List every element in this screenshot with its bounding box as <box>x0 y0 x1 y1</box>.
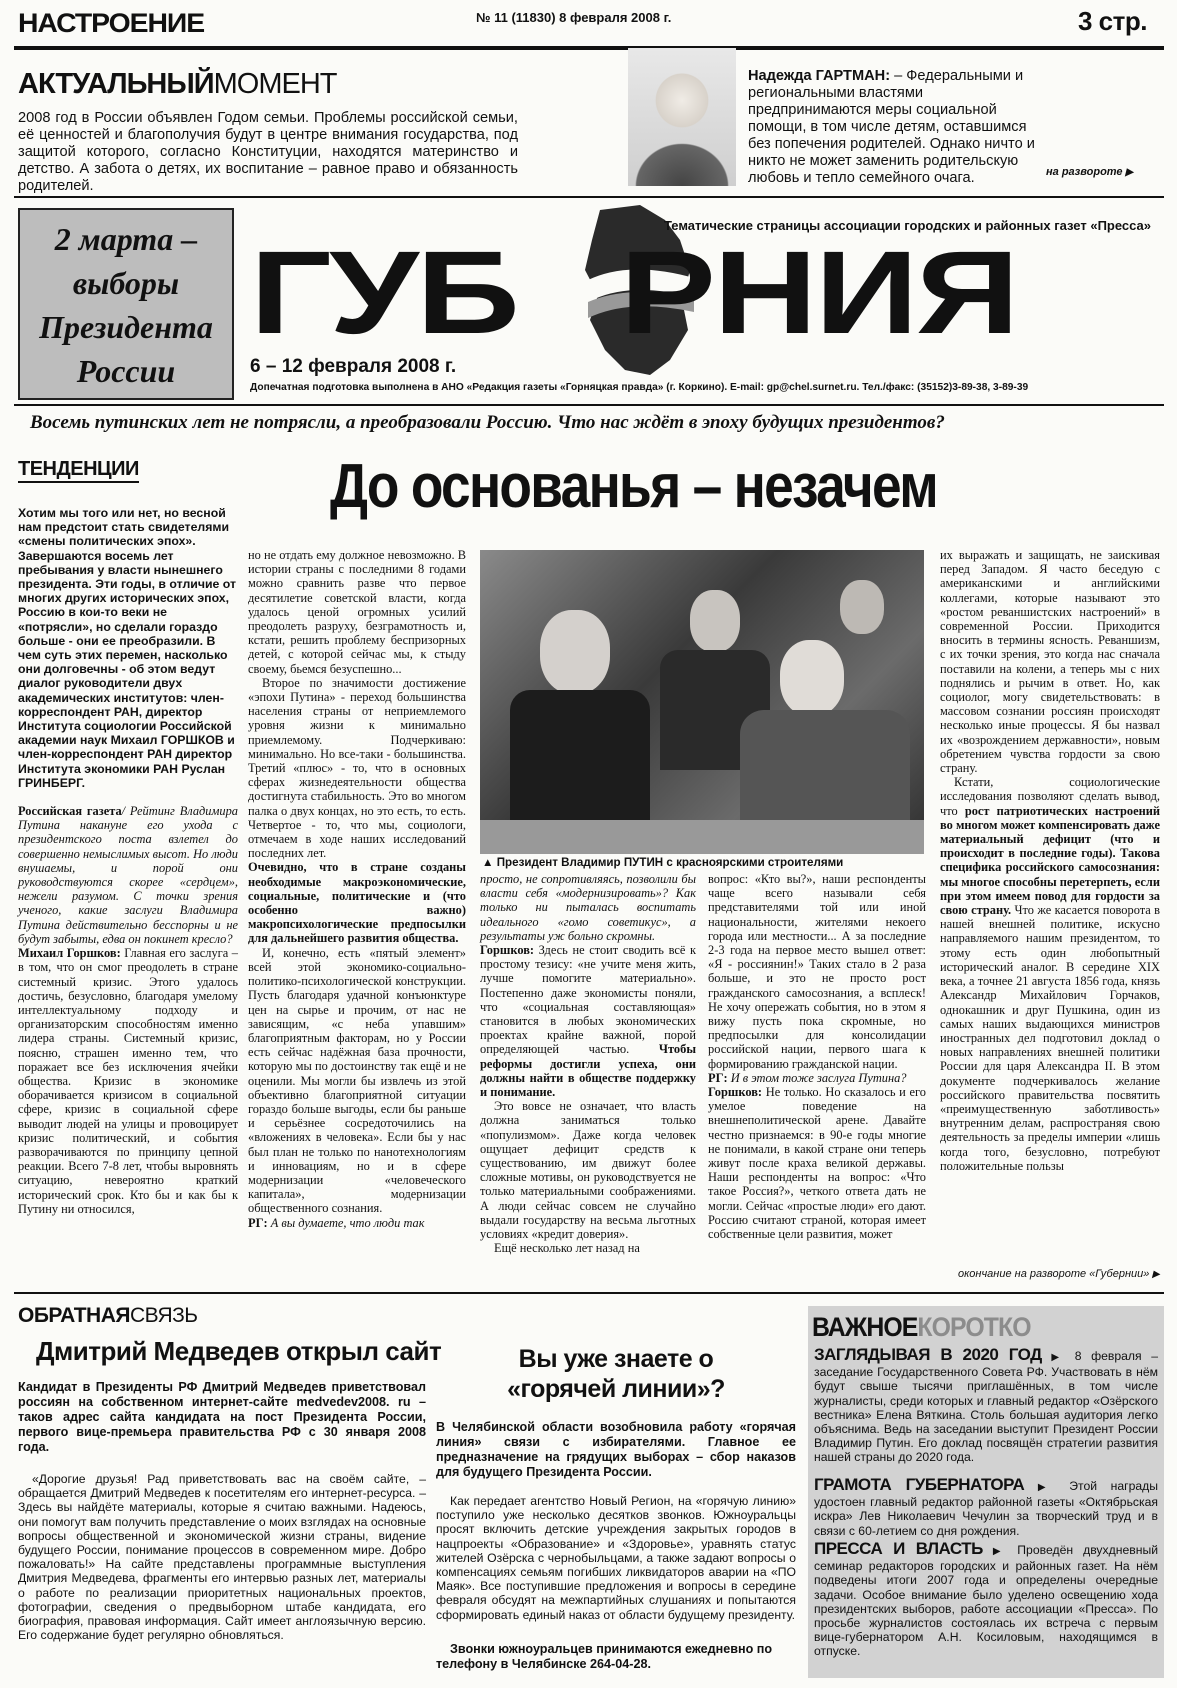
feedback-body: «Дорогие друзья! Рад приветствовать вас на своём сайте, – обращается Дмитрий Медведев к посетителям его интернет-ресурса. – Здесь вы найдёте материалы, которые я считаю важными. Надеюсь, они помогут вам получить представление о моих взглядах на основные вопросы общественной и экономической жизни страны, видение будущего России, понимание процессов в современном мире. Добро пожаловать!» На сайте представлены программные выступления Дмитрия Медведева, фрагменты его интервью разных лет, материалы о работе по реализации приоритетных национальных проектов, фотографии, сведения о предвыборном штабе кандидата, его биография, правовая информация. Сайт имеет англоязычную версию. Его содержание будет регулярно обновляться. <box>18 1472 426 1643</box>
gartman-photo <box>628 48 736 186</box>
col5-p2-text: Кстати, социологические исследования позволяют сделать вывод, что <box>940 775 1160 818</box>
election-text: 2 марта – выборы Президента России <box>39 221 213 389</box>
rg-question-text-2: А вы думаете, что люди так <box>267 1215 425 1230</box>
col3-question: просто, не сопротивляясь, позволили бы власти себя «модернизировать»? Как только ни пыталась воспитать идеального «гомо советикус», а результаты уж больно скромны. <box>480 872 696 943</box>
col3-p1 <box>480 943 696 1099</box>
hotline-lead: В Челябинской области возобновила работу «горячая линия» связи с избирателями. Главное ее предназначение на грядущих выборах – сбор наказов для будущего Президента России. <box>436 1420 796 1479</box>
lead-continued-link[interactable]: окончание на развороте «Губернии» ▶ <box>958 1268 1160 1280</box>
rg-question-text-1: / Рейтинг Владимира Путина накануне его ухода с президентского поста взлетел до совершенно немыслимых высот. Но люди внушаемы, и порой они руководствуются скорее «сердцем», нежели разумом. С точки зрения ученого, какие заслуги Владимира Путина действительно бесспорны и не будут забыты, едва он покинет кресло? <box>18 804 238 946</box>
gartman-quote-text: – Федеральными и региональными властями предпринимаются меры социальной помощи, в том числе детям, оставшимся без попечения родителей. Однако ничто и никто не может заменить родительскую любовь и тепло семейного очага. <box>748 68 1035 186</box>
col3-p2: Это вовсе не означает, что власть должна заниматься только «популизмом». Даже когда человек ощущает дефицит средств к существованию, им движут более сложные мотивы, он руководствуется не только материальными соображениями. А люди сейчас совсем не случайно выдали государству на весьма льготных условиях «кредит доверия». <box>480 1099 696 1242</box>
col3-p3: Ещё несколько лет назад на <box>494 1241 640 1256</box>
feedback-rubric <box>18 1304 198 1328</box>
hotline-headline: Вы уже знаете о «горячей линии»? <box>507 1345 725 1403</box>
col4-p2-text: Не только. Но сказалось и его умелое поведение на внешнеполитической арене. Давайте честно признаемся: в 90-е годы многие не понимали, в какой стране они теперь живут после краха великой державы. Наши респонденты на вопрос: «Что такое Россия?», четкого ответа дать не могли. Сейчас «простые люди» его дают. Россию считают страной, которая имеет собственные цели развития, может <box>708 1085 926 1242</box>
feedback-rubric-b: СВЯЗЬ <box>129 1304 198 1327</box>
lead-headline: До основанья – незачем <box>330 452 937 521</box>
brief-rubric-b: КОРОТКО <box>917 1312 1031 1342</box>
col2-p1: но не отдать ему должное невозможно. В истории страны с последними 8 годами можно сравнить разве что первое десятилетие советской власти, когда удалось ценой огромных усилий преодолеть разруху, безграмотность и, кстати, решить проблему беспризорных детей, с которой сейчас мы, к стыду своему, бьемся безуспешно... <box>248 548 466 676</box>
gorshkov-label-2: Горшков: <box>480 943 535 958</box>
rg-label-1: Российская газета <box>18 804 122 819</box>
lead-intro: Хотим мы того или нет, но весной нам предстоит стать свидетелями «смены политических эпох». Завершаются восемь лет пребывания у власти нынешнего президента. Эти годы, в отличие от многих других исторических эпох, Россию в кои-то веки не «потрясли», но сделали гораздо больше - они ее преобразили. В чем суть этих перемен, насколько они долговечны - об этом ведут диалог руководители двух академических институтов: член-корреспондент РАН, директор Института социологии Российской академии наук Михаил ГОРШКОВ и член-корреспондент РАН директор Института экономики РАН Руслан ГРИНБЕРГ. <box>18 506 237 790</box>
page-number: 3 стр. <box>1078 6 1147 36</box>
rubric-nastroenie: НАСТРОЕНИЕ <box>18 8 205 38</box>
masthead-credits: Допечатная подготовка выполнена в АНО «Редакция газеты «Горняцкая правда» (г. Коркино). E-mail: gp@chel.surnet.ru. Тел./факс: (35152)3-89-38, 3-89-39 <box>250 382 1029 393</box>
brief-rubric-a: ВАЖНОЕ <box>812 1312 918 1342</box>
col3-p1-text: Здесь не стоит сводить всё к простому тезису: «не учите меня жить, лучше помогите материально». Постепенно даже экономисты поняли, что «социальная составляющая» становится в любых экономических проектах крайне важной, порой определяющей частью. <box>480 943 696 1057</box>
tendencies-rubric: ТЕНДЕНЦИИ <box>18 458 139 483</box>
gorshkov-label-1: Михаил Горшков: <box>18 946 121 961</box>
brief-item-2-head: ГРАМОТА ГУБЕРНАТОРА <box>814 1475 1025 1494</box>
hotline-body: Как передает агентство Новый Регион, на «горячую линию» поступило уже несколько десятков звонков. Южноуральцы просят включить детские учреждения закрытых городов в нацпроекты «Образование» и «Здоровье», уравнять статус жителей Озёрска с чернобыльцами, а также задают вопросы о компенсациях семьям погибших ликвидаторов аварии на «ПО Маяк». Все поступившие предложения и вопросы в середине февраля обсудят на межпартийных слушаниях и попытаются сформировать единый наказ от области будущему президенту. <box>436 1494 796 1622</box>
rg-question-3 <box>708 1071 926 1085</box>
gorshkov-label-3: Горшков: <box>708 1085 763 1100</box>
masthead-dates: 6 – 12 февраля 2008 г. <box>250 356 457 377</box>
col2-p3: И, конечно, есть «пятый элемент» всей этой экономико-социально-политико-психологической конструкции. Пусть благодаря удачной конъюнктуре цен на сырье и прочим, от нас не зависящим, «с неба упавшим» благоприятным факторам, но у России есть сейчас надёжная база прочности, которую мы по достоинству так ещё и не оценили. Мы могли бы извлечь из этой объективно благоприятной ситуации гораздо больше выгоды, если бы раньше и серьёзнее сосредоточились на «вложениях в человека». Если бы у нас был план не только по нанотехнологиям и инновациям, но и в сфере модернизации «человеческого капитала», модернизации общественного сознания. <box>248 945 466 1216</box>
hotline-phone: Звонки южноуральцев принимаются ежедневно по телефону в Челябинске 264-04-28. <box>436 1642 773 1671</box>
moment-title <box>18 68 336 101</box>
brief-item-2: ГРАМОТА ГУБЕРНАТОРА ▶ Этой награды удостоен главный редактор районной газеты «Октябрьская искра» Лев Николаевич Чечулин за творческий труд и в связи с 60-летием со дня рождения. <box>814 1475 1158 1538</box>
lead-col-4 <box>708 872 926 1241</box>
photo-caption-text: Президент Владимир ПУТИН с красноярскими строителями <box>496 856 844 869</box>
gartman-quote <box>748 68 1038 187</box>
rg-label-3: РГ: <box>708 1070 728 1085</box>
brief-item-1-head: ЗАГЛЯДЫВАЯ В 2020 ГОД <box>814 1345 1042 1364</box>
col5-p1: их выражать и защищать, не заискивая перед Западом. Я часто беседую с американскими и английскими коллегами, которые называют это «ростом реваншистских настроений» в современной России. Приходится вносить в термины ясность. Реваншизм, с их точки зрения, это когда нас сначала поставили на колени, а теперь мы с них поднялись и рычим в ответ. Но, как социолог, могу свидетельствовать: в массовом сознании россиян происходят несколько иные процессы. Я бы назвал их «возрождением державности», новым обретением чувства гордости за свою страну. <box>940 548 1160 776</box>
feedback-rubric-a: ОБРАТНАЯ <box>18 1304 130 1327</box>
rg-label-2: РГ: <box>248 1215 268 1230</box>
brief-item-1-text: 8 февраля – заседание Государственного Совета РФ. Участвовать в нём будут свыше тысячи приглашённых, в том числе журналисты, среди которых и главный редактор «Озёрского вестника» Елена Вяткина. Столь большая аудитория легко объяснима. Ведь на заседании выступит Президент России Владимир Путин. Его доклад посвящён стратегии развития нашей страны до 2020 года. <box>814 1349 1158 1465</box>
col2-bold: Очевидно, что в стране созданы необходимые макроэкономические, социальные, политические и (что особенно важно) макропсихологические предпосылки для дальнейшего развития общества. <box>248 860 466 946</box>
issue-info: № 11 (11830) 8 февраля 2008 г. <box>476 10 672 25</box>
rg-question-text-3: И в этом тоже заслуга Путина? <box>727 1070 907 1085</box>
masthead-rule <box>14 404 1164 406</box>
moment-text: 2008 год в России объявлен Годом семьи. Проблемы российской семьи, её ценностей и благополучия будут в центре внимания государства, под защитой которого, согласно Конституции, находятся материнство и детство. А забота о детях, их воспитание – равное право и обязанность родителей. <box>18 110 518 194</box>
brief-item-3: ПРЕССА И ВЛАСТЬ ▶ Проведён двухдневный семинар редакторов городских и районных газет. На нём подведены итоги 2007 года и определены очередные задачи. Особое внимание было уделено освещению хода президентских выборов, работе ассоциации «Пресса». По просьбе журналистов состоялась их встреча с первым вице-губернатором А.Н. Косиловым, находящимся в отпуске. <box>814 1539 1159 1659</box>
masthead-tagline: Тематические страницы ассоциации городских и районных газет «Пресса» <box>664 218 1151 233</box>
gartman-name: Надежда ГАРТМАН: <box>748 68 891 84</box>
moment-rule <box>14 196 1164 198</box>
col4-p1: вопрос: «Кто вы?», наши респонденты чаще всего называли себя представителями той или иной национальности, жителями некоего города или местности... А за последние 2-3 года на первое место вышел ответ: «Я - россиянин!» Таких стало в 2 раза больше, и это не просто рост гражданского самосознания, а всплеск! Не хочу опережать события, но в этом я вижу пусть пока скромные, но предпосылки для консолидации российской нации, первого шага к формированию гражданской нации. <box>708 872 926 1071</box>
header-rule <box>14 46 1164 50</box>
col5-p2 <box>940 775 1160 1173</box>
gorshkov-answer-text-1: Главная его заслуга – в том, что он смог преодолеть в стране системный кризис. Этого удалось достичь, безусловно, благодаря умелому интеллектуальному подходу и организаторским способностям именно лидера страны. Системный кризис, поясню, страшен именно тем, что поражает все без исключения ячейки общества. Кризис в экономике оборачивается кризисом в социальной сфере, кризис в социальной сфере выводит людей на улицы и провоцирует кризис политический, и события разворачиваются по принципу цепной реакции. Всего 7-8 лет, чтобы выровнять ситуацию, невероятно краткий исторический срок. Кто бы и как бы к Путину ни относился, <box>18 946 238 1216</box>
moment-title-a: АКТУАЛЬНЫЙ <box>18 68 214 100</box>
col3-bold: Чтобы реформы достигли успеха, они должны найти в обществе поддержку и понимание. <box>480 1042 696 1100</box>
moment-title-b: МОМЕНТ <box>213 68 337 100</box>
brief-rubric <box>812 1312 1031 1343</box>
lead-col-5 <box>940 548 1160 1173</box>
brief-item-1: ЗАГЛЯДЫВАЯ В 2020 ГОД ▶ 8 февраля – заседание Государственного Совета РФ. Участвовать в нём будут свыше тысячи приглашённых, в том числе журналисты, среди которых и главный редактор «Озёрского вестника» Елена Вяткина. Столь большая аудитория легко объяснима. Ведь на заседании выступит Президент России Владимир Путин. Его доклад посвящён стратегии развития нашей страны до 2020 года. <box>814 1345 1158 1465</box>
feedback-headline: Дмитрий Медведев открыл сайт <box>36 1336 442 1366</box>
feedback-lead: Кандидат в Президенты РФ Дмитрий Медведев приветствовал россиян на собственном интернет-сайте medvedev2008. ru – таков адрес сайта кандидата на пост Президента России, первого вице-премьера правительства РФ с 30 января 2008 года. <box>18 1380 426 1454</box>
masthead-title-right: РНИЯ <box>619 227 1017 359</box>
col5-p3-text: Что же касается поворота в нашей внешней политике, искусно направляемого нашим президентом, то этому есть один любопытный исторический аналог. В середине XIX века, а точнее 21 августа 1856 года, князь Александр Михайлович Горчаков, однокашник и друг Пушкина, один из самых наших выдающихся министров иностранных дел подготовил доклад о новых направлениях внешней политики России для царя Александра II. В этом документе подчеркивалось желание российского правительства посвятить «преимущественную заботливость» внутренним делам, распространяя свою деятельность за пределы империи «лишь когда того, безусловно, потребуют положительные пользы <box>940 903 1160 1173</box>
putin-photo <box>480 550 924 854</box>
col2-p2: Второе по значимости достижение «эпохи Путина» - переход большинства населения страны от неприемлемого уровня жизни к минимально приемлемому. Подчеркиваю: минимально. Но все-таки - большинства. Третий «плюс» - то, что в основных сферах жизнедеятельности общества достигнута стабильность. Это во многом палка о двух концах, но это есть, то есть. Четвертое - то, что мы, социологи, отмечаем в ходе наших исследований последних лет. <box>248 675 466 861</box>
brief-item-3-head: ПРЕССА И ВЛАСТЬ <box>814 1539 983 1558</box>
lead-col-1 <box>18 506 238 1216</box>
col4-p2 <box>708 1085 926 1241</box>
brief-item-3-text: Проведён двухдневный семинар редакторов городских и районных газет. На нём подведены итоги 2007 года и определены очередные задачи. Особое внимание было уделено освещению хода президентских выборов, работе ассоциации «Пресса». По просьбе журналистов состоялась их встреча с первым вице-губернатором А.Н. Косиловым, находящимся в отпуске. <box>814 1543 1159 1659</box>
moment-more-link[interactable]: на развороте ▶ <box>1046 166 1166 178</box>
masthead-title <box>250 227 1017 359</box>
rg-question-2 <box>248 1216 466 1230</box>
rg-question-1 <box>18 804 238 946</box>
lead-col-2 <box>248 548 466 1230</box>
gorshkov-answer-1 <box>18 946 238 1216</box>
brief-item-2-text: Этой награды удостоен главный редактор районной газеты «Октябрьская искра» Лев Николаевич Чечулин за творческий труд и в связи с 60-летием со дня рождения. <box>814 1479 1158 1538</box>
col5-bold: рост патриотических настроений во многом может компенсировать даже материальный дефицит (что и происходит в последние годы). Такова специфика российского самосознания: мы многое способны перетерпеть, если при этом имеем повод для гордости за свою страну. <box>940 803 1161 918</box>
lead-kicker: Восемь путинских лет не потрясли, а преобразовали Россию. Что нас ждёт в эпоху будущих президентов? <box>30 412 945 433</box>
photo-caption: ▲ Президент Владимир ПУТИН с красноярскими строителями <box>482 856 844 869</box>
masthead-title-left: ГУБ <box>250 227 518 359</box>
lead-col-3 <box>480 872 696 1255</box>
lead-rule <box>14 1292 1164 1294</box>
